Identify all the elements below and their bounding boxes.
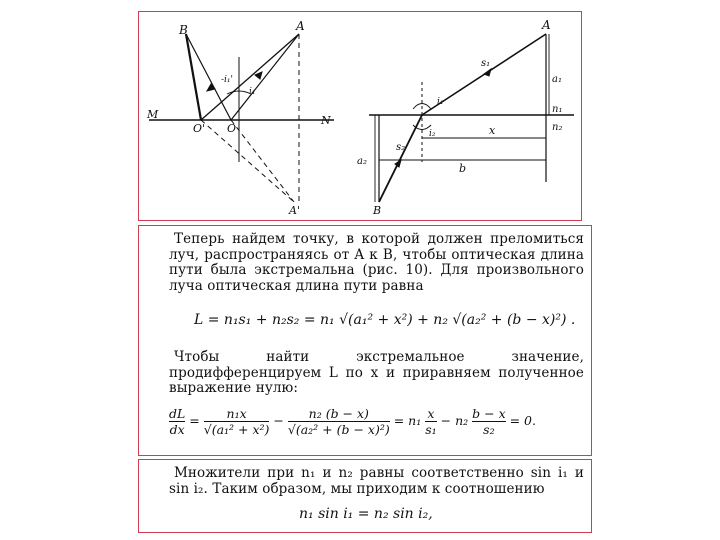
label-s2: s₂ — [396, 142, 406, 153]
label-i1-right: i₁ — [437, 97, 444, 107]
arrow-head-2 — [255, 72, 262, 79]
label-a-left: A — [296, 19, 305, 33]
paragraph-2: Чтобы найти экстремальное значение, продифференцируем L по x и приравняем полученное выражение нулю: — [169, 349, 584, 396]
label-x: x — [489, 124, 496, 137]
label-o: O — [227, 122, 237, 135]
reflection-diagram — [149, 34, 334, 202]
label-o-prime: O' — [193, 122, 206, 135]
ray-o-to-a — [231, 34, 299, 120]
label-i1-prime: -i₁' — [221, 75, 234, 85]
label-n: N — [321, 114, 331, 127]
label-m: M — [147, 108, 159, 121]
equation-snell: n₁ sin i₁ = n₂ sin i₂, — [299, 506, 433, 522]
label-n2: n₂ — [552, 122, 563, 133]
fraction-term-4: $\frac{b - x}{\text{s₂}}$ — [472, 406, 506, 437]
dashed-o-to-a-prime — [231, 120, 294, 202]
refraction-geometry — [369, 34, 574, 202]
equation-derivative: $\frac{dL}{dx}$ = $\frac{\text{n₁x}}{\text{√(a₁² + x²)}}$ − $\frac{\text{n₂ (b − x)}}{\text{√(a₂² + (b − x)²)}}$ = n₁ $\frac{x}{\text{s₁}}$ − n₂ $\frac{b - x}{\text{s₂}}$ = 0. — [169, 406, 536, 437]
label-a2: a₂ — [357, 156, 367, 167]
ray-refracted — [379, 115, 422, 202]
label-a-prime: A' — [289, 204, 300, 217]
dashed-o-prime-to-a-prime — [201, 120, 294, 202]
label-i2: i₂ — [429, 129, 436, 139]
paragraph-1: Теперь найдем точку, в которой должен преломиться луч, распространяясь от A к B, чтобы оптическая длина пути была экстремальна (рис. 10). Для произвольного луча оптическая длина пути равна — [169, 231, 584, 294]
fraction-term-3: $\frac{x}{\text{s₁}}$ — [425, 406, 437, 437]
fraction-dl-dx: $\frac{dL}{dx}$ — [169, 406, 186, 437]
refraction-diagram — [139, 12, 581, 220]
label-s1: s₁ — [481, 58, 491, 69]
equation-path-length: L = n₁s₁ + n₂s₂ = n₁ √(a₁² + x²) + n₂ √(a₂² + (b − x)²) . — [194, 312, 576, 328]
label-a-right: A — [542, 18, 551, 32]
ray-b-to-o-prime — [186, 34, 201, 120]
figure-panel — [138, 11, 582, 221]
arrow-head-1 — [207, 84, 215, 91]
label-n1: n₁ — [552, 104, 563, 115]
label-a1: a₁ — [552, 74, 562, 85]
label-b-right: B — [373, 204, 382, 217]
paragraph-3: Множители при n₁ и n₂ равны соответственно sin i₁ и sin i₂. Таким образом, мы приходим к соотношению — [169, 465, 584, 497]
fraction-term-1: $\frac{\text{n₁x}}{\text{√(a₁² + x²)}}$ — [203, 406, 270, 437]
label-b-dim: b — [459, 162, 467, 175]
arrow-head-s1 — [484, 69, 491, 76]
fraction-term-2: $\frac{\text{n₂ (b − x)}}{\text{√(a₂² + (b − x)²)}}$ — [287, 406, 390, 437]
label-i1-left: i₁ — [249, 87, 256, 97]
label-b-left: B — [179, 23, 188, 37]
text-panel — [138, 225, 592, 456]
ray-o-prime-to-a — [201, 34, 299, 120]
text-panel-2 — [138, 459, 592, 533]
